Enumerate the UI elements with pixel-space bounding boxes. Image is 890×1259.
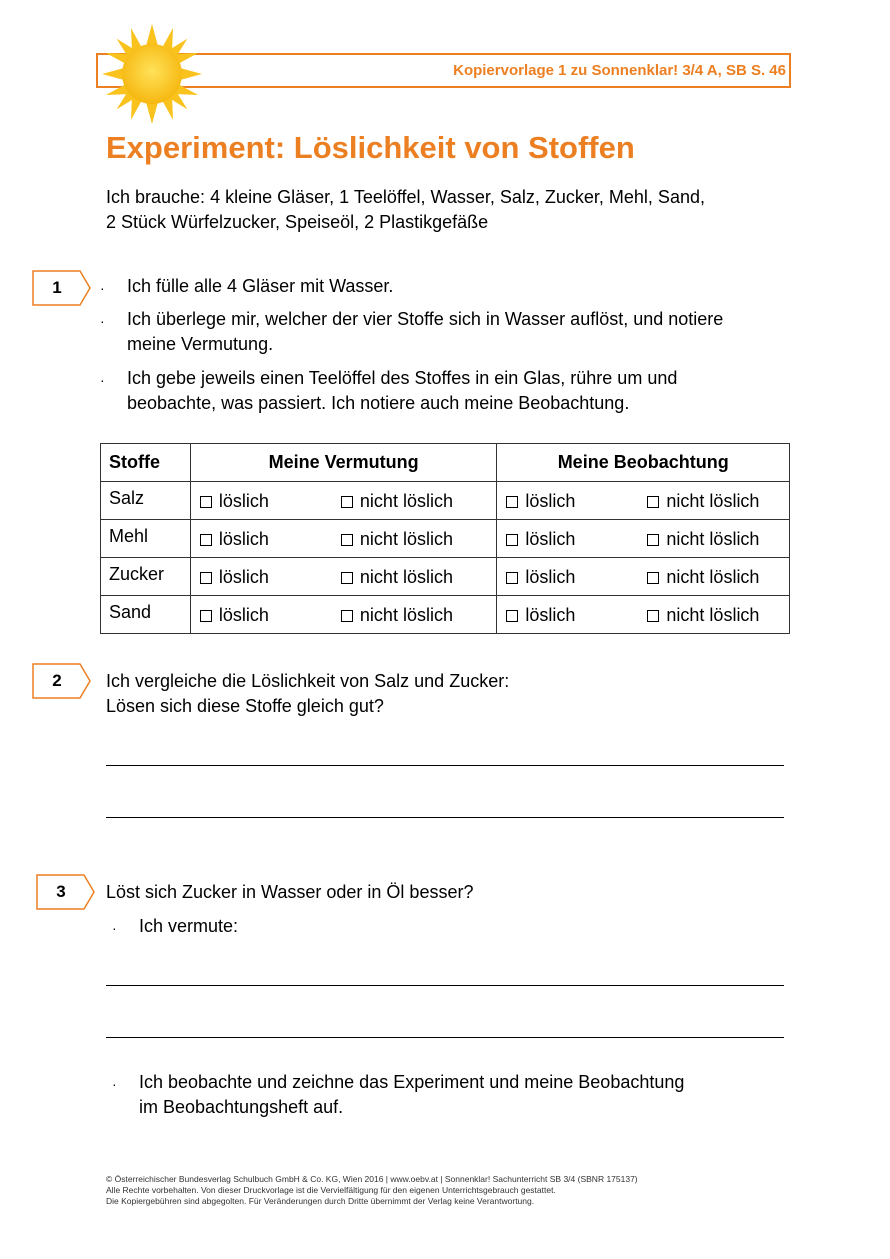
vermutung-cell [190,520,496,558]
table-row [101,482,790,520]
beobachtung-insoluble-option[interactable] [647,491,759,512]
vermutung-soluble-option[interactable] [200,529,269,550]
sun-icon [100,22,204,126]
step-2-line-1: Ich überlege mir, welcher der vier Stoffe sich in Wasser auflöst, und notiere [127,309,724,329]
beobachtung-cell [497,520,790,558]
bullet-3b: · [112,1076,117,1092]
task-3-number: 3 [56,882,66,901]
checkbox-icon[interactable] [647,534,659,546]
vermutung-soluble-option[interactable] [200,567,269,588]
bullet-3a: · [112,920,117,936]
answer-line-3a[interactable] [106,985,784,986]
task-3-observe [139,1070,684,1120]
table-row [101,520,790,558]
task-3-badge [36,874,96,910]
bullet-2: · [100,313,105,329]
beobachtung-soluble-option[interactable] [506,605,575,626]
task-1-number: 1 [52,278,62,297]
task-3-question: Löst sich Zucker in Wasser oder in Öl besser? [106,882,474,902]
task-3-observe-line-1: Ich beobachte und zeichne das Experiment und meine Beobachtung [139,1072,685,1092]
checkbox-icon[interactable] [506,610,518,622]
option-label: löslich [525,605,576,625]
header-stoffe: Stoffe [101,444,191,482]
answer-line-3b[interactable] [106,1037,784,1038]
option-label: nicht löslich [666,529,760,549]
step-1-text: Ich fülle alle 4 Gläser mit Wasser. [127,276,394,296]
step-3-line-1: Ich gebe jeweils einen Teelöffel des Stoffes in ein Glas, rühre um und [127,368,678,388]
step-3-text [127,366,677,416]
beobachtung-cell [497,596,790,634]
task-3-guess: Ich vermute: [139,916,239,936]
vermutung-cell [190,558,496,596]
header-label: Kopiervorlage 1 zu Sonnenklar! 3/4 A, SB S. 46 [453,62,786,79]
substance-name: Sand [101,596,191,634]
checkbox-icon[interactable] [200,534,212,546]
vermutung-soluble-option[interactable] [200,491,269,512]
beobachtung-soluble-option[interactable] [506,491,575,512]
option-label: nicht löslich [359,529,453,549]
task-3-observe-line-2: im Beobachtungsheft auf. [139,1097,344,1117]
task-2-badge [32,663,92,699]
checkbox-icon[interactable] [506,496,518,508]
materials-text [106,185,705,235]
materials-line-1: Ich brauche: 4 kleine Gläser, 1 Teelöffel, Wasser, Salz, Zucker, Mehl, Sand, [106,187,705,207]
checkbox-icon[interactable] [341,496,353,508]
substance-name: Salz [101,482,191,520]
table-row [101,558,790,596]
solubility-table [100,443,790,634]
checkbox-icon[interactable] [647,572,659,584]
copyright-footer [106,1174,638,1207]
option-label: löslich [218,567,269,587]
checkbox-icon[interactable] [506,534,518,546]
checkbox-icon[interactable] [341,610,353,622]
beobachtung-insoluble-option[interactable] [647,529,759,550]
page-title: Experiment: Löslichkeit von Stoffen [106,130,635,165]
task-1-badge [32,270,92,306]
substance-name: Mehl [101,520,191,558]
option-label: nicht löslich [666,605,760,625]
vermutung-cell [190,596,496,634]
beobachtung-cell [497,482,790,520]
option-label: nicht löslich [359,491,453,511]
vermutung-insoluble-option[interactable] [341,529,453,550]
step-2-text [127,307,723,357]
task-2-number: 2 [52,671,62,690]
option-label: löslich [525,529,576,549]
materials-line-2: 2 Stück Würfelzucker, Speiseöl, 2 Plastikgefäße [106,212,489,232]
option-label: nicht löslich [359,567,453,587]
step-2-line-2: meine Vermutung. [127,334,274,354]
checkbox-icon[interactable] [200,496,212,508]
vermutung-insoluble-option[interactable] [341,491,453,512]
table-row [101,596,790,634]
task-2-line-1: Ich vergleiche die Löslichkeit von Salz und Zucker: [106,671,510,691]
bullet-3: · [100,372,105,388]
header-vermutung: Meine Vermutung [190,444,496,482]
task-2-line-2: Lösen sich diese Stoffe gleich gut? [106,696,384,716]
beobachtung-cell [497,558,790,596]
vermutung-soluble-option[interactable] [200,605,269,626]
answer-line-2b[interactable] [106,817,784,818]
bullet-1: · [100,280,105,296]
option-label: löslich [525,567,576,587]
checkbox-icon[interactable] [647,496,659,508]
option-label: löslich [218,491,269,511]
beobachtung-insoluble-option[interactable] [647,567,759,588]
checkbox-icon[interactable] [200,572,212,584]
checkbox-icon[interactable] [341,534,353,546]
checkbox-icon[interactable] [200,610,212,622]
step-3-line-2: beobachte, was passiert. Ich notiere auch meine Beobachtung. [127,393,630,413]
option-label: nicht löslich [359,605,453,625]
option-label: löslich [218,605,269,625]
checkbox-icon[interactable] [647,610,659,622]
option-label: löslich [218,529,269,549]
checkbox-icon[interactable] [341,572,353,584]
footer-line-1: © Österreichischer Bundesverlag Schulbuch GmbH & Co. KG, Wien 2016 | www.oebv.at | Sonnenklar! Sachunterricht SB 3/4 (SBNR 175137) [106,1174,638,1184]
substance-name: Zucker [101,558,191,596]
checkbox-icon[interactable] [506,572,518,584]
option-label: nicht löslich [666,491,760,511]
footer-line-3: Die Kopiergebühren sind abgegolten. Für Veränderungen durch Dritte übernimmt der Verlag keine Verantwortung. [106,1196,535,1206]
vermutung-insoluble-option[interactable] [341,567,453,588]
beobachtung-soluble-option[interactable] [506,529,575,550]
vermutung-cell [190,482,496,520]
option-label: löslich [525,491,576,511]
vermutung-insoluble-option[interactable] [341,605,453,626]
task-2-text [106,669,509,719]
beobachtung-soluble-option[interactable] [506,567,575,588]
table-header-row [101,444,790,482]
beobachtung-insoluble-option[interactable] [647,605,759,626]
footer-line-2: Alle Rechte vorbehalten. Von dieser Druckvorlage ist die Vervielfältigung für den eigenen Unterrichtsgebrauch gestattet. [106,1185,556,1195]
header-beobachtung: Meine Beobachtung [497,444,790,482]
answer-line-2a[interactable] [106,765,784,766]
option-label: nicht löslich [666,567,760,587]
